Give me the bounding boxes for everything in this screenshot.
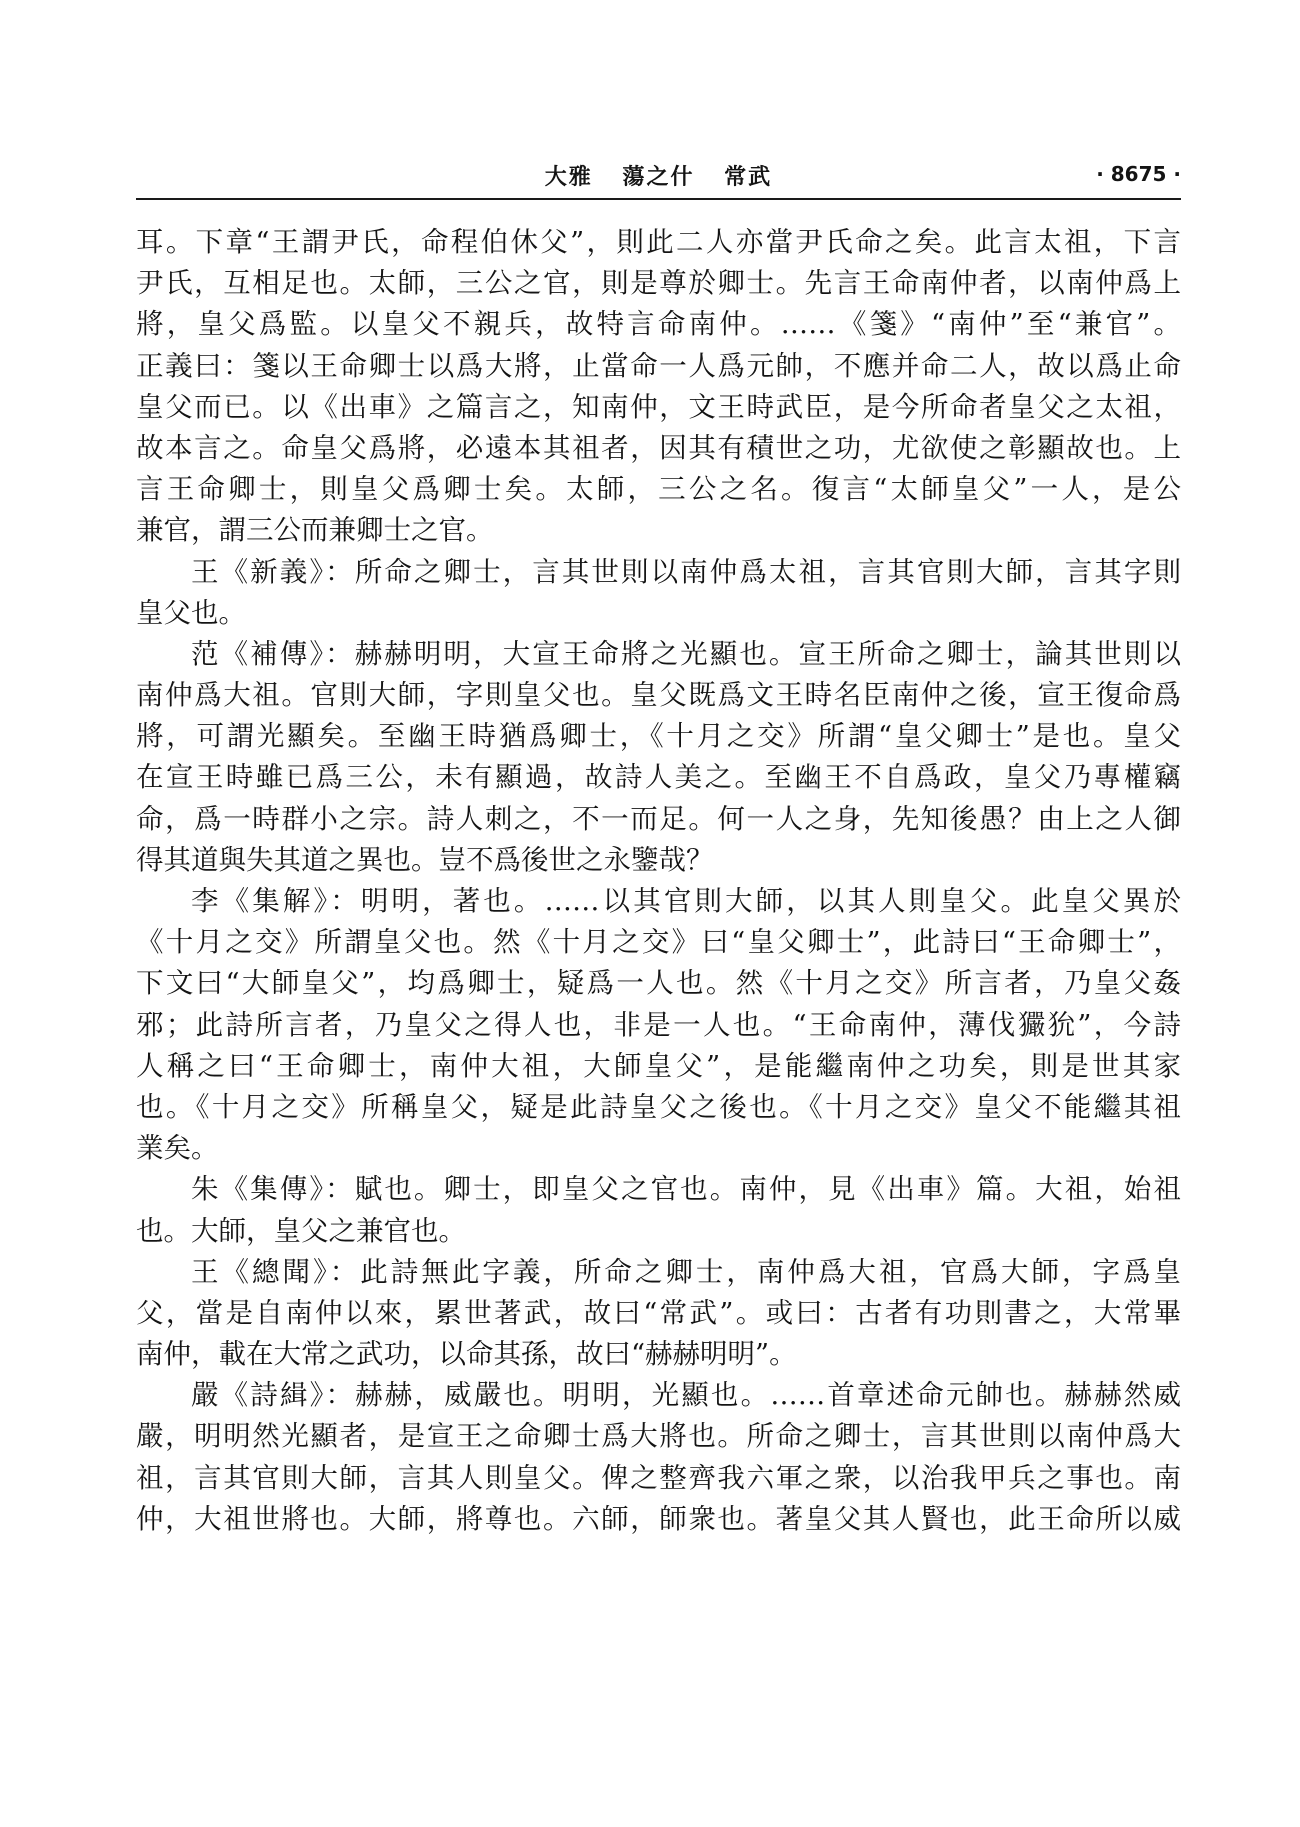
header-section-dangzhishi: 蕩之什: [622, 164, 695, 190]
text-line: 下文曰“大師皇父”，均爲卿士，疑爲一人也。然《十月之交》所言者，乃皇父姦: [136, 967, 1181, 1000]
paragraph: [136, 552, 1181, 634]
paragraph: [136, 634, 1181, 881]
text-line: 皇父也。: [136, 596, 246, 629]
text-line: 兼官，謂三公而兼卿士之官。: [136, 514, 494, 547]
text-line: 朱《集傳》：賦也。卿士，即皇父之官也。南仲，見《出車》篇。大祖，始祖: [191, 1173, 1181, 1206]
header-rule: [136, 198, 1181, 200]
running-header: [136, 160, 1181, 194]
text-line: 王《新義》：所命之卿士，言其世則以南仲爲太祖，言其官則大師，言其字則: [191, 555, 1181, 588]
header-title: [136, 160, 1181, 191]
page-number: · 8675 ·: [1096, 162, 1181, 186]
paragraph: [136, 881, 1181, 1169]
paragraph: [136, 1375, 1181, 1540]
text-line: 言王命卿士，則皇父爲卿士矣。太師，三公之名。復言“太師皇父”一人，是公: [136, 473, 1181, 506]
paragraph: [136, 1252, 1181, 1376]
text-line: 尹氏，互相足也。太師，三公之官，則是尊於卿士。先言王命南仲者，以南仲爲上: [136, 267, 1181, 300]
text-line: 嚴《詩緝》：赫赫，威嚴也。明明，光顯也。……首章述命元帥也。赫赫然威: [191, 1379, 1181, 1412]
text-line: 祖，言其官則大師，言其人則皇父。俾之整齊我六軍之衆，以治我甲兵之事也。南: [136, 1461, 1181, 1494]
paragraph: [136, 1169, 1181, 1251]
text-line: 將，皇父爲監。以皇父不親兵，故特言命南仲。……《箋》“南仲”至“兼官”。: [136, 308, 1181, 341]
text-line: 父，當是自南仲以來，累世著武，故曰“常武”。或曰：古者有功則書之，大常畢: [136, 1296, 1181, 1329]
text-line: 仲，大祖世將也。大師，將尊也。六師，師衆也。著皇父其人賢也，此王命所以威: [136, 1502, 1181, 1535]
text-line: 邪；此詩所言者，乃皇父之得人也，非是一人也。“王命南仲，薄伐玁狁”，今詩: [136, 1008, 1181, 1041]
header-section-changwu: 常武: [724, 164, 773, 190]
text-line: 將，可謂光顯矣。至幽王時猶爲卿士，《十月之交》所謂“皇父卿士”是也。皇父: [136, 720, 1181, 753]
text-line: 耳。下章“王謂尹氏，命程伯休父”，則此二人亦當尹氏命之矣。此言太祖，下言: [136, 226, 1181, 258]
text-line: 《十月之交》所謂皇父也。然《十月之交》曰“皇父卿士”，此詩曰“王命卿士”，: [136, 926, 1181, 959]
text-line: 王《總聞》：此詩無此字義，所命之卿士，南仲爲大祖，官爲大師，字爲皇: [191, 1255, 1181, 1288]
text-line: 范《補傳》：赫赫明明，大宣王命將之光顯也。宣王所命之卿士，論其世則以: [191, 637, 1181, 670]
text-line: 也。大師，皇父之兼官也。: [136, 1214, 466, 1247]
text-line: 南仲爲大祖。官則大師，字則皇父也。皇父既爲文王時名臣南仲之後，宣王復命爲: [136, 679, 1181, 712]
page-body: [136, 222, 1181, 1540]
text-line: 南仲，載在大常之武功，以命其孫，故曰“赫赫明明”。: [136, 1338, 797, 1371]
text-line: 在宣王時雖已爲三公，未有顯過，故詩人美之。至幽王不自爲政，皇父乃專權竊: [136, 761, 1181, 794]
text-line: 人稱之曰“王命卿士，南仲大祖，大師皇父”，是能繼南仲之功矣，則是世其家: [136, 1049, 1181, 1082]
text-line: 故本言之。命皇父爲將，必遠本其祖者，因其有積世之功，尤欲使之彰顯故也。上: [136, 431, 1181, 464]
text-line: 業矣。: [136, 1132, 219, 1165]
text-line: 李《集解》：明明，著也。……以其官則大師，以其人則皇父。此皇父異於: [191, 885, 1181, 917]
header-section-daya: 大雅: [544, 164, 593, 190]
text-line: 得其道與失其道之異也。豈不爲後世之永鑒哉？: [136, 843, 714, 876]
text-line: 皇父而已。以《出車》之篇言之，知南仲，文王時武臣，是今所命者皇父之太祖，: [136, 390, 1181, 423]
text-line: 也。《十月之交》所稱皇父，疑是此詩皇父之後也。《十月之交》皇父不能繼其祖: [136, 1090, 1181, 1123]
paragraph: [136, 222, 1181, 552]
text-line: 命，爲一時群小之宗。詩人刺之，不一而足。何一人之身，先知後愚？由上之人御: [136, 802, 1181, 835]
text-line: 嚴，明明然光顯者，是宣王之命卿士爲大將也。所命之卿士，言其世則以南仲爲大: [136, 1420, 1181, 1453]
text-line: 正義曰：箋以王命卿士以爲大將，止當命一人爲元帥，不應并命二人，故以爲止命: [136, 349, 1181, 382]
